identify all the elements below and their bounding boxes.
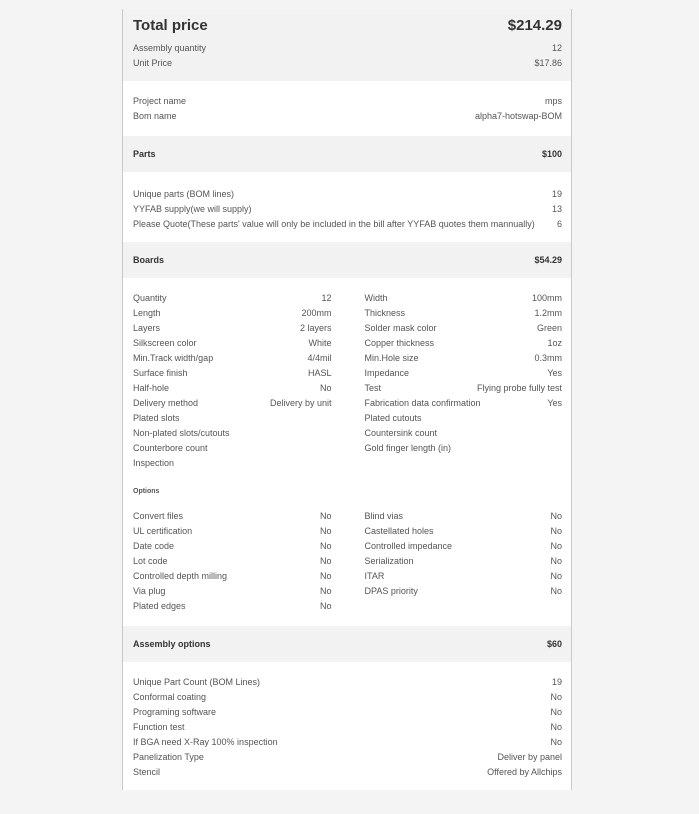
project-row [123, 94, 571, 109]
boards-specs [123, 291, 571, 471]
function-test-label: Function test [133, 722, 185, 732]
total-price-section [123, 9, 571, 81]
date-code-value: No [319, 541, 332, 551]
spec-row [133, 306, 332, 321]
plated-slots-label: Plated slots [133, 413, 180, 423]
spec-row [365, 441, 563, 456]
gold-finger-length-label: Gold finger length (in) [364, 443, 452, 453]
bom-name-label: Bom name [133, 111, 177, 121]
panelization-type-value: Deliver by panel [497, 752, 562, 762]
spec-row [365, 321, 563, 336]
length-value: 200mm [301, 308, 332, 318]
castellated-holes-label: Castellated holes [364, 526, 434, 536]
spec-row [133, 396, 332, 411]
date-code-label: Date code [133, 541, 175, 551]
option-row [365, 509, 563, 524]
width-label: Width [364, 293, 388, 303]
spec-row [365, 351, 563, 366]
lot-code-value: No [319, 556, 332, 566]
option-row [133, 524, 332, 539]
option-row [133, 509, 332, 524]
spec-row [133, 426, 332, 441]
boards-price: $54.29 [534, 255, 562, 265]
convert-files-value: No [319, 511, 332, 521]
assembly-row [123, 705, 571, 720]
order-summary-card [122, 9, 572, 790]
boards-specs-left [123, 291, 332, 471]
bom-name-value: alpha7-hotswap-BOM [474, 111, 562, 121]
min-track-label: Min.Track width/gap [133, 353, 214, 363]
spec-row [133, 351, 332, 366]
countersink-count-label: Countersink count [364, 428, 438, 438]
bga-xray-inspection-value: No [550, 737, 562, 747]
spec-row [133, 321, 332, 336]
min-hole-size-label: Min.Hole size [364, 353, 419, 363]
impedance-value: Yes [547, 368, 562, 378]
option-row [133, 584, 332, 599]
thickness-label: Thickness [364, 308, 406, 318]
delivery-method-value: Delivery by unit [269, 398, 332, 408]
yyfab-supply-value: 13 [551, 204, 562, 214]
lot-code-label: Lot code [133, 556, 168, 566]
impedance-label: Impedance [364, 368, 410, 378]
option-row [133, 554, 332, 569]
boards-section-body [123, 278, 571, 626]
assembly-row [123, 690, 571, 705]
conformal-coating-value: No [550, 692, 562, 702]
spec-row [133, 441, 332, 456]
layers-label: Layers [133, 323, 161, 333]
boards-section-header [123, 242, 571, 278]
spec-row [365, 381, 563, 396]
project-name-value: mps [544, 96, 562, 106]
dpas-priority-value: No [550, 586, 562, 596]
controlled-impedance-value: No [550, 541, 562, 551]
half-hole-label: Half-hole [133, 383, 170, 393]
assembly-options-section-header [123, 626, 571, 662]
project-name-label: Project name [133, 96, 187, 106]
quantity-value: 12 [321, 293, 332, 303]
test-label: Test [364, 383, 382, 393]
please-quote-label: Please Quote(These parts' value will only be included in the bill after YYFAB quotes them mannually) [133, 219, 535, 229]
project-section [123, 81, 571, 136]
spec-row [365, 306, 563, 321]
counterbore-count-label: Counterbore count [133, 443, 208, 453]
copper-thickness-value: 1oz [547, 338, 562, 348]
min-track-value: 4/4mil [307, 353, 332, 363]
castellated-holes-value: No [550, 526, 562, 536]
silkscreen-color-label: Silkscreen color [133, 338, 197, 348]
option-row [365, 569, 563, 584]
delivery-method-label: Delivery method [133, 398, 199, 408]
bga-xray-inspection-label: If BGA need X-Ray 100% inspection [133, 737, 278, 747]
option-row [365, 554, 563, 569]
summary-row [123, 41, 571, 56]
fabrication-data-confirmation-value: Yes [547, 398, 562, 408]
assembly-row [123, 750, 571, 765]
option-row [365, 539, 563, 554]
thickness-value: 1.2mm [534, 308, 562, 318]
unit-price-label: Unit Price [133, 58, 173, 68]
controlled-depth-milling-value: No [319, 571, 332, 581]
yyfab-supply-label: YYFAB supply(we will supply) [133, 204, 252, 214]
silkscreen-color-value: White [308, 338, 332, 348]
total-price-label: Total price [133, 16, 208, 34]
blind-vias-value: No [550, 511, 562, 521]
via-plug-value: No [319, 586, 332, 596]
serialization-label: Serialization [364, 556, 414, 566]
boards-title: Boards [133, 255, 165, 265]
copper-thickness-label: Copper thickness [364, 338, 435, 348]
spec-row [365, 366, 563, 381]
parts-row [123, 217, 571, 232]
surface-finish-value: HASL [307, 368, 332, 378]
blind-vias-label: Blind vias [364, 511, 404, 521]
spec-row [133, 381, 332, 396]
plated-edges-label: Plated edges [133, 601, 186, 611]
solder-mask-color-label: Solder mask color [364, 323, 437, 333]
assembly-row [123, 720, 571, 735]
spec-row [365, 396, 563, 411]
programing-software-value: No [550, 707, 562, 717]
assembly-row [123, 675, 571, 690]
quantity-label: Quantity [133, 293, 167, 303]
layers-value: 2 layers [299, 323, 332, 333]
inspection-label: Inspection [133, 458, 175, 468]
programing-software-label: Programing software [133, 707, 217, 717]
conformal-coating-label: Conformal coating [133, 692, 207, 702]
ul-certification-label: UL certification [133, 526, 193, 536]
function-test-value: No [550, 722, 562, 732]
spec-row [365, 336, 563, 351]
min-hole-size-value: 0.3mm [534, 353, 562, 363]
plated-cutouts-label: Plated cutouts [364, 413, 422, 423]
unit-price-value: $17.86 [534, 58, 562, 68]
option-row [133, 569, 332, 584]
boards-specs-right [332, 291, 572, 471]
options-label: Options [133, 488, 160, 495]
convert-files-label: Convert files [133, 511, 184, 521]
parts-row [123, 187, 571, 202]
solder-mask-color-value: Green [536, 323, 562, 333]
half-hole-value: No [319, 383, 332, 393]
controlled-impedance-label: Controlled impedance [364, 541, 453, 551]
unique-part-count-value: 19 [551, 677, 562, 687]
project-row [123, 109, 571, 124]
spec-row [365, 426, 563, 441]
boards-options [123, 509, 571, 614]
assembly-options-price: $60 [546, 639, 562, 649]
spec-row [133, 336, 332, 351]
option-row [365, 584, 563, 599]
total-price-value: $214.29 [507, 16, 562, 34]
parts-price: $100 [541, 149, 562, 159]
assembly-options-title: Assembly options [133, 639, 211, 649]
plated-edges-value: No [319, 601, 332, 611]
assembly-quantity-value: 12 [551, 43, 562, 53]
via-plug-label: Via plug [133, 586, 166, 596]
please-quote-value: 6 [556, 219, 562, 229]
parts-row [123, 202, 571, 217]
unique-parts-value: 19 [551, 189, 562, 199]
unique-part-count-label: Unique Part Count (BOM Lines) [133, 677, 261, 687]
assembly-row [123, 735, 571, 750]
spec-row [133, 456, 332, 471]
assembly-options-section-body [123, 662, 571, 780]
assembly-quantity-label: Assembly quantity [133, 43, 207, 53]
spec-row [133, 411, 332, 426]
option-row [365, 524, 563, 539]
boards-options-right [332, 509, 572, 614]
itar-label: ITAR [364, 571, 385, 581]
fabrication-data-confirmation-label: Fabrication data confirmation [364, 398, 481, 408]
stencil-label: Stencil [133, 767, 161, 777]
dpas-priority-label: DPAS priority [364, 586, 418, 596]
serialization-value: No [550, 556, 562, 566]
spec-row [133, 291, 332, 306]
length-label: Length [133, 308, 161, 318]
unique-parts-label: Unique parts (BOM lines) [133, 189, 235, 199]
option-row [133, 539, 332, 554]
total-price-header [123, 9, 571, 41]
panelization-type-label: Panelization Type [133, 752, 204, 762]
assembly-row [123, 765, 571, 780]
parts-section-body [123, 172, 571, 242]
summary-row [123, 56, 571, 71]
parts-section-header [123, 136, 571, 172]
spec-row [365, 291, 563, 306]
surface-finish-label: Surface finish [133, 368, 188, 378]
non-plated-slots-label: Non-plated slots/cutouts [133, 428, 230, 438]
spec-row [365, 411, 563, 426]
test-value: Flying probe fully test [476, 383, 562, 393]
option-row [133, 599, 332, 614]
controlled-depth-milling-label: Controlled depth milling [133, 571, 228, 581]
parts-title: Parts [133, 149, 156, 159]
spec-row [133, 366, 332, 381]
boards-options-left [123, 509, 332, 614]
stencil-value: Offered by Allchips [487, 767, 562, 777]
itar-value: No [550, 571, 562, 581]
ul-certification-value: No [319, 526, 332, 536]
width-value: 100mm [531, 293, 562, 303]
